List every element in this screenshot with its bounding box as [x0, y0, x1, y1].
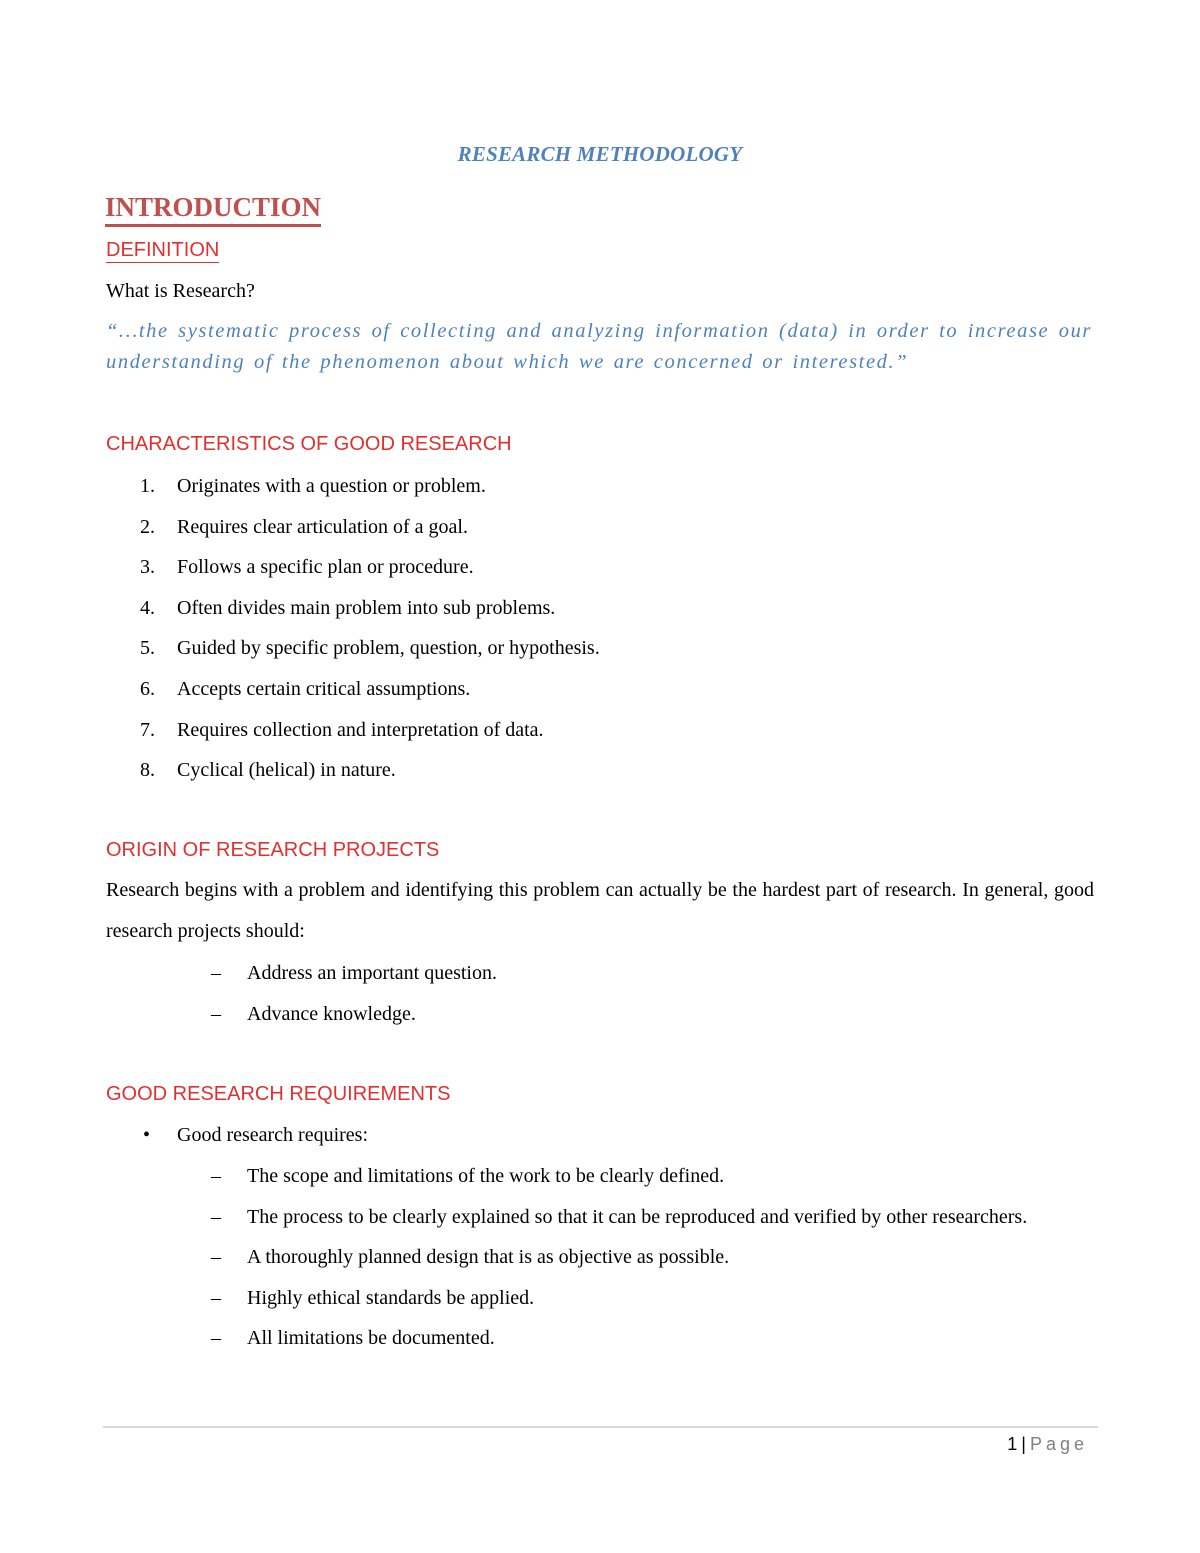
- list-item-text: Accepts certain critical assumptions.: [177, 677, 471, 700]
- origin-paragraph: Research begins with a problem and identifying this problem can actually be the hardest part of research. In general, good research projects should:: [106, 879, 1094, 942]
- list-item-number: 3.: [140, 556, 155, 579]
- list-item-number: 4.: [140, 596, 155, 619]
- list-item: [0, 1237, 1200, 1278]
- list-item-number: 5.: [140, 637, 155, 660]
- list-item: [0, 994, 1200, 1035]
- footer-separator: |: [1021, 1434, 1026, 1454]
- page-footer: [1007, 1432, 1088, 1456]
- list-item-text: A thoroughly planned design that is as objective as possible.: [247, 1246, 730, 1269]
- footer-divider: [103, 1426, 1098, 1428]
- list-item-number: 1.: [140, 475, 155, 497]
- list-item-number: 8.: [140, 759, 155, 782]
- list-item: [0, 1197, 1200, 1238]
- list-item-number: 7.: [140, 718, 155, 741]
- dash-marker: –: [211, 1165, 221, 1187]
- research-question: What is Research?: [106, 280, 255, 302]
- list-item-text: Follows a specific plan or procedure.: [177, 556, 474, 579]
- list-item-text: Address an important question.: [247, 962, 497, 984]
- requirements-list: [0, 1156, 1200, 1359]
- list-item-text: Often divides main problem into sub problems.: [177, 596, 556, 619]
- list-item-text: Guided by specific problem, question, or hypothesis.: [177, 637, 600, 660]
- list-item-text: Requires clear articulation of a goal.: [177, 515, 468, 538]
- characteristics-heading: CHARACTERISTICS OF GOOD RESEARCH: [106, 433, 512, 455]
- list-item-text: Cyclical (helical) in nature.: [177, 759, 396, 782]
- list-item-text: Requires collection and interpretation of data.: [177, 718, 544, 741]
- dash-marker: –: [211, 1327, 221, 1350]
- page-number: 1: [1007, 1434, 1018, 1454]
- dash-marker: –: [211, 1246, 221, 1269]
- list-item-text: All limitations be documented.: [247, 1327, 495, 1350]
- definition-quote: “…the systematic process of collecting and analyzing information (data) in order to increase our understanding of the phenomenon about which we are concerned or interested.”: [106, 320, 1092, 373]
- dash-marker: –: [211, 1002, 221, 1025]
- list-item-number: 2.: [140, 515, 155, 538]
- list-item: [0, 1156, 1200, 1197]
- page-label: Page: [1029, 1434, 1088, 1454]
- origin-heading: ORIGIN OF RESEARCH PROJECTS: [106, 839, 440, 861]
- list-item-text: The process to be clearly explained so that it can be reproduced and verified by other researchers.: [247, 1205, 1028, 1228]
- list-item-text: The scope and limitations of the work to be clearly defined.: [247, 1165, 725, 1187]
- list-item-text: Advance knowledge.: [247, 1002, 416, 1025]
- definition-heading: DEFINITION: [106, 239, 220, 261]
- dash-marker: –: [211, 1286, 221, 1309]
- requirements-heading: GOOD RESEARCH REQUIREMENTS: [106, 1083, 451, 1105]
- origin-list: [0, 953, 1200, 1034]
- bullet-marker: •: [143, 1124, 151, 1146]
- dash-marker: –: [211, 962, 221, 984]
- list-item-text: Originates with a question or problem.: [177, 475, 486, 497]
- list-item-text: Highly ethical standards be applied.: [247, 1286, 535, 1309]
- list-item-number: 6.: [140, 677, 155, 700]
- list-item: [0, 1278, 1200, 1319]
- list-item: [0, 953, 1200, 994]
- introduction-heading: INTRODUCTION: [105, 190, 321, 227]
- list-item: [0, 1318, 1200, 1359]
- bullet-text: Good research requires:: [177, 1124, 369, 1146]
- dash-marker: –: [211, 1205, 221, 1228]
- document-title: RESEARCH METHODOLOGY: [457, 142, 743, 166]
